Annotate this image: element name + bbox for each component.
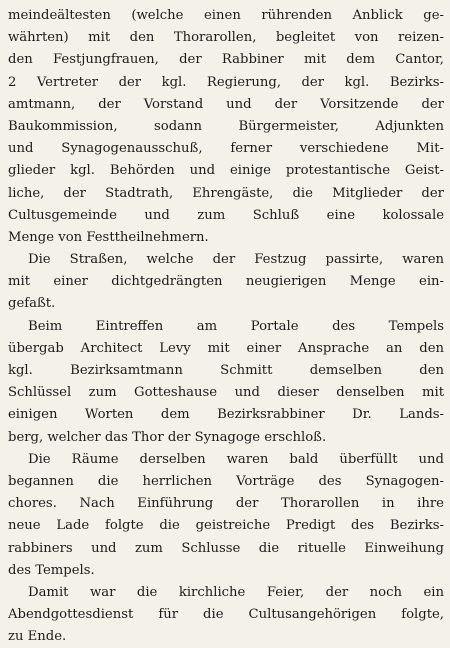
text-line: Damit war die kirchliche Feier, der noch ein [28, 584, 444, 600]
text-line: den Festjungfrauen, der Rabbiner mit dem Cantor, [8, 52, 444, 68]
text-line: liche, der Stadtrath, Ehrengäste, die Mitglieder der [8, 185, 444, 201]
text-line: zu Ende. [8, 629, 67, 645]
text-line: Menge von Festtheilnehmern. [8, 229, 209, 245]
paragraph-streets [8, 249, 444, 316]
text-line: währten) mit den Thorarollen, begleitet von reizen- [8, 30, 444, 46]
text-line: Die Räume derselben waren bald überfüllt und [28, 451, 444, 467]
text-line: Die Straßen, welche der Festzug passirte, waren [28, 252, 444, 268]
text-line: des Tempels. [8, 562, 95, 578]
text-line: übergab Architect Levy mit einer Ansprache an den [8, 340, 444, 356]
text-line: gefaßt. [8, 296, 56, 312]
text-line: neue Lade folgte die geistreiche Predigt des Bezirks- [8, 518, 444, 534]
paragraph-rooms [8, 449, 444, 582]
text-line: Cultusgemeinde und zum Schluß eine kolossale [8, 207, 444, 223]
text-line: kgl. Bezirksamtmann Schmitt demselben den [8, 363, 444, 378]
text-line: begannen die herrlichen Vorträge des Synagogen- [8, 473, 444, 489]
paragraph-portal [8, 316, 444, 449]
text-line: Schlüssel zum Gotteshause und dieser denselben mit [8, 385, 444, 401]
text-line: und Synagogenausschuß, ferner verschiedene Mit- [8, 141, 444, 157]
text-line: berg, welcher das Thor der Synagoge erschloß. [8, 429, 327, 445]
text-line: Beim Eintreffen am Portale des Tempels [28, 318, 444, 334]
text-line: chores. Nach Einführung der Thorarollen in ihre [8, 496, 444, 512]
text-line: amtmann, der Vorstand und der Vorsitzende der [8, 96, 444, 112]
text-line: glieder kgl. Behörden und einige protestantische Geist- [8, 163, 444, 179]
paragraph-conclusion [8, 582, 444, 648]
text-line: einigen Worten dem Bezirksrabbiner Dr. Lands- [8, 407, 444, 423]
text-line: 2 Vertreter der kgl. Regierung, der kgl. Bezirks- [8, 74, 444, 90]
text-line: mit einer dichtgedrängten neugierigen Menge ein- [8, 274, 444, 290]
text-line: Abendgottesdienst für die Cultusangehörigen folgte, [8, 607, 444, 623]
text-line: Baukommission, sodann Bürgermeister, Adjunkten [8, 118, 444, 134]
text-line: rabbiners und zum Schlusse die rituelle Einweihung [8, 540, 444, 556]
paragraph-procession [8, 5, 444, 249]
text-line: meindeältesten (welche einen rührenden Anblick ge- [8, 8, 444, 23]
